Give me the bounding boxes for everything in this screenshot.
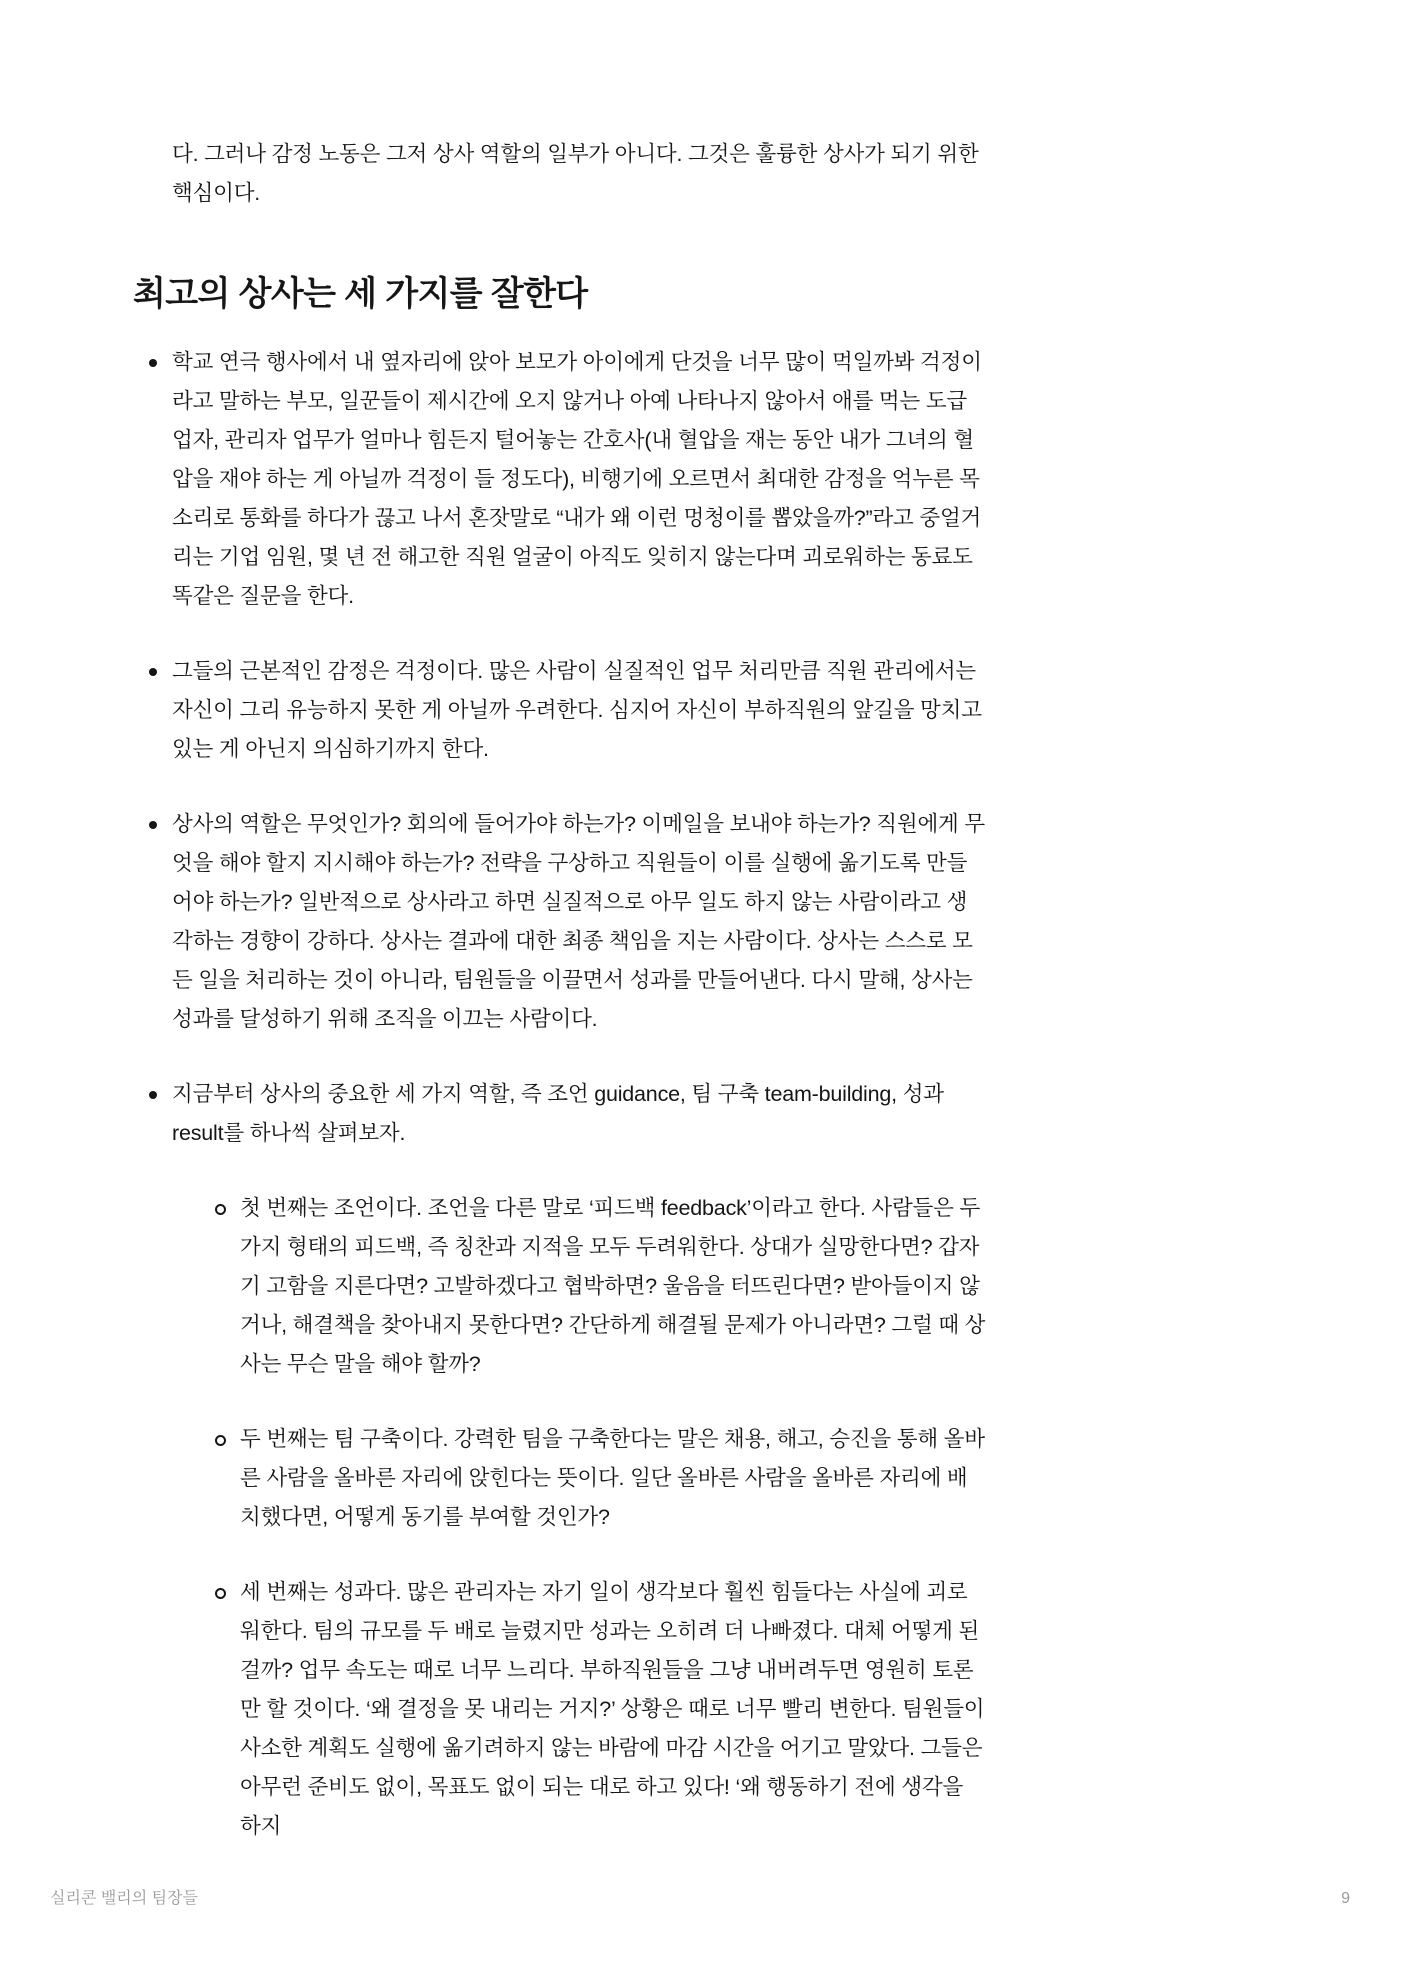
page-content xyxy=(133,135,986,1882)
footer-book-title: 실리콘 밸리의 팀장들 xyxy=(50,1890,198,1907)
bullet-marker xyxy=(201,1573,240,1846)
list-item xyxy=(133,652,986,769)
sub-list-item xyxy=(201,1189,986,1384)
list-item xyxy=(133,1075,986,1153)
sub-list-item xyxy=(201,1573,986,1846)
disc-bullet-icon xyxy=(149,1091,157,1099)
list-item-text: 지금부터 상사의 중요한 세 가지 역할, 즉 조언 guidance, 팀 구축 team-building, 성과 result를 하나씩 살펴보자. xyxy=(172,1082,944,1145)
circle-bullet-icon xyxy=(215,1204,226,1215)
list-item xyxy=(133,805,986,1039)
intro-paragraph: 다. 그러나 감정 노동은 그저 상사 역할의 일부가 아니다. 그것은 훌륭한 상사가 되기 위한 핵심이다. xyxy=(172,142,979,205)
sub-bullet-list xyxy=(201,1189,986,1846)
disc-bullet-icon xyxy=(149,668,157,676)
bullet-marker xyxy=(133,343,172,616)
list-item-text: 그들의 근본적인 감정은 걱정이다. 많은 사람이 실질적인 업무 처리만큼 직원 관리에서는 자신이 그리 유능하지 못한 게 아닐까 우려한다. 심지어 자신이 부하직원의 앞길을 망치고 있는 게 아닌지 의심하기까지 한다. xyxy=(172,659,982,761)
circle-bullet-icon xyxy=(215,1588,226,1599)
disc-bullet-icon xyxy=(149,359,157,367)
sub-list-item-text: 두 번째는 팀 구축이다. 강력한 팀을 구축한다는 말은 채용, 해고, 승진을 통해 올바른 사람을 올바른 자리에 앉힌다는 뜻이다. 일단 올바른 사람을 올바른 자리에 배치했다면, 어떻게 동기를 부여할 것인가? xyxy=(240,1427,985,1529)
section-heading: 최고의 상사는 세 가지를 잘한다 xyxy=(133,275,588,313)
list-item xyxy=(133,343,986,616)
bullet-marker xyxy=(133,652,172,769)
disc-bullet-icon xyxy=(149,821,157,829)
bullet-marker xyxy=(201,1189,240,1384)
bullet-marker xyxy=(133,1075,172,1153)
bullet-marker xyxy=(133,805,172,1039)
list-item-text: 상사의 역할은 무엇인가? 회의에 들어가야 하는가? 이메일을 보내야 하는가? 직원에게 무엇을 해야 할지 지시해야 하는가? 전략을 구상하고 직원들이 이를 실행에 옮기도록 만들어야 하는가? 일반적으로 상사라고 하면 실질적으로 아무 일도 하지 않는 사람이라고 생각하는 경향이 강하다. 상사는 결과에 대한 최종 책임을 지는 사람이다. 상사는 스스로 모든 일을 처리하는 것이 아니라, 팀원들을 이끌면서 성과를 만들어낸다. 다시 말해, 상사는 성과를 달성하기 위해 조직을 이끄는 사람이다. xyxy=(172,812,985,1031)
list-item-text: 학교 연극 행사에서 내 옆자리에 앉아 보모가 아이에게 단것을 너무 많이 먹일까봐 걱정이라고 말하는 부모, 일꾼들이 제시간에 오지 않거나 아예 나타나지 않아서 애를 먹는 도급업자, 관리자 업무가 얼마나 힘든지 털어놓는 간호사(내 혈압을 재는 동안 내가 그녀의 혈압을 재야 하는 게 아닐까 걱정이 들 정도다), 비행기에 오르면서 최대한 감정을 억누른 목소리로 통화를 하다가 끊고 나서 혼잣말로 “내가 왜 이런 멍청이를 뽑았을까?”라고 중얼거리는 기업 임원, 몇 년 전 해고한 직원 얼굴이 아직도 잊히지 않는다며 괴로워하는 동료도 똑같은 질문을 한다. xyxy=(172,350,982,608)
sub-list-item-text: 첫 번째는 조언이다. 조언을 다른 말로 ‘피드백 feedback’이라고 한다. 사람들은 두 가지 형태의 피드백, 즉 칭찬과 지적을 모두 두려워한다. 상대가 실망한다면? 갑자기 고함을 지른다면? 고발하겠다고 협박하면? 울음을 터뜨린다면? 받아들이지 않거나, 해결책을 찾아내지 못한다면? 간단하게 해결될 문제가 아니라면? 그럴 때 상사는 무슨 말을 해야 할까? xyxy=(240,1196,986,1376)
sub-list-item-text: 세 번째는 성과다. 많은 관리자는 자기 일이 생각보다 훨씬 힘들다는 사실에 괴로워한다. 팀의 규모를 두 배로 늘렸지만 성과는 오히려 더 나빠졌다. 대체 어떻게 된 걸까? 업무 속도는 때로 너무 느리다. 부하직원들을 그냥 내버려두면 영원히 토론만 할 것이다. ‘왜 결정을 못 내리는 거지?’ 상황은 때로 너무 빨리 변한다. 팀원들이 사소한 계획도 실행에 옮기려하지 않는 바람에 마감 시간을 어기고 말았다. 그들은 아무런 준비도 없이, 목표도 없이 되는 대로 하고 있다! ‘왜 행동하기 전에 생각을 하지 xyxy=(240,1580,985,1838)
bullet-marker xyxy=(201,1420,240,1537)
footer-page-number: 9 xyxy=(1341,1890,1350,1907)
sub-list-item xyxy=(201,1420,986,1537)
circle-bullet-icon xyxy=(215,1435,226,1446)
page-footer xyxy=(50,1889,1350,1909)
bullet-list xyxy=(133,343,986,1153)
